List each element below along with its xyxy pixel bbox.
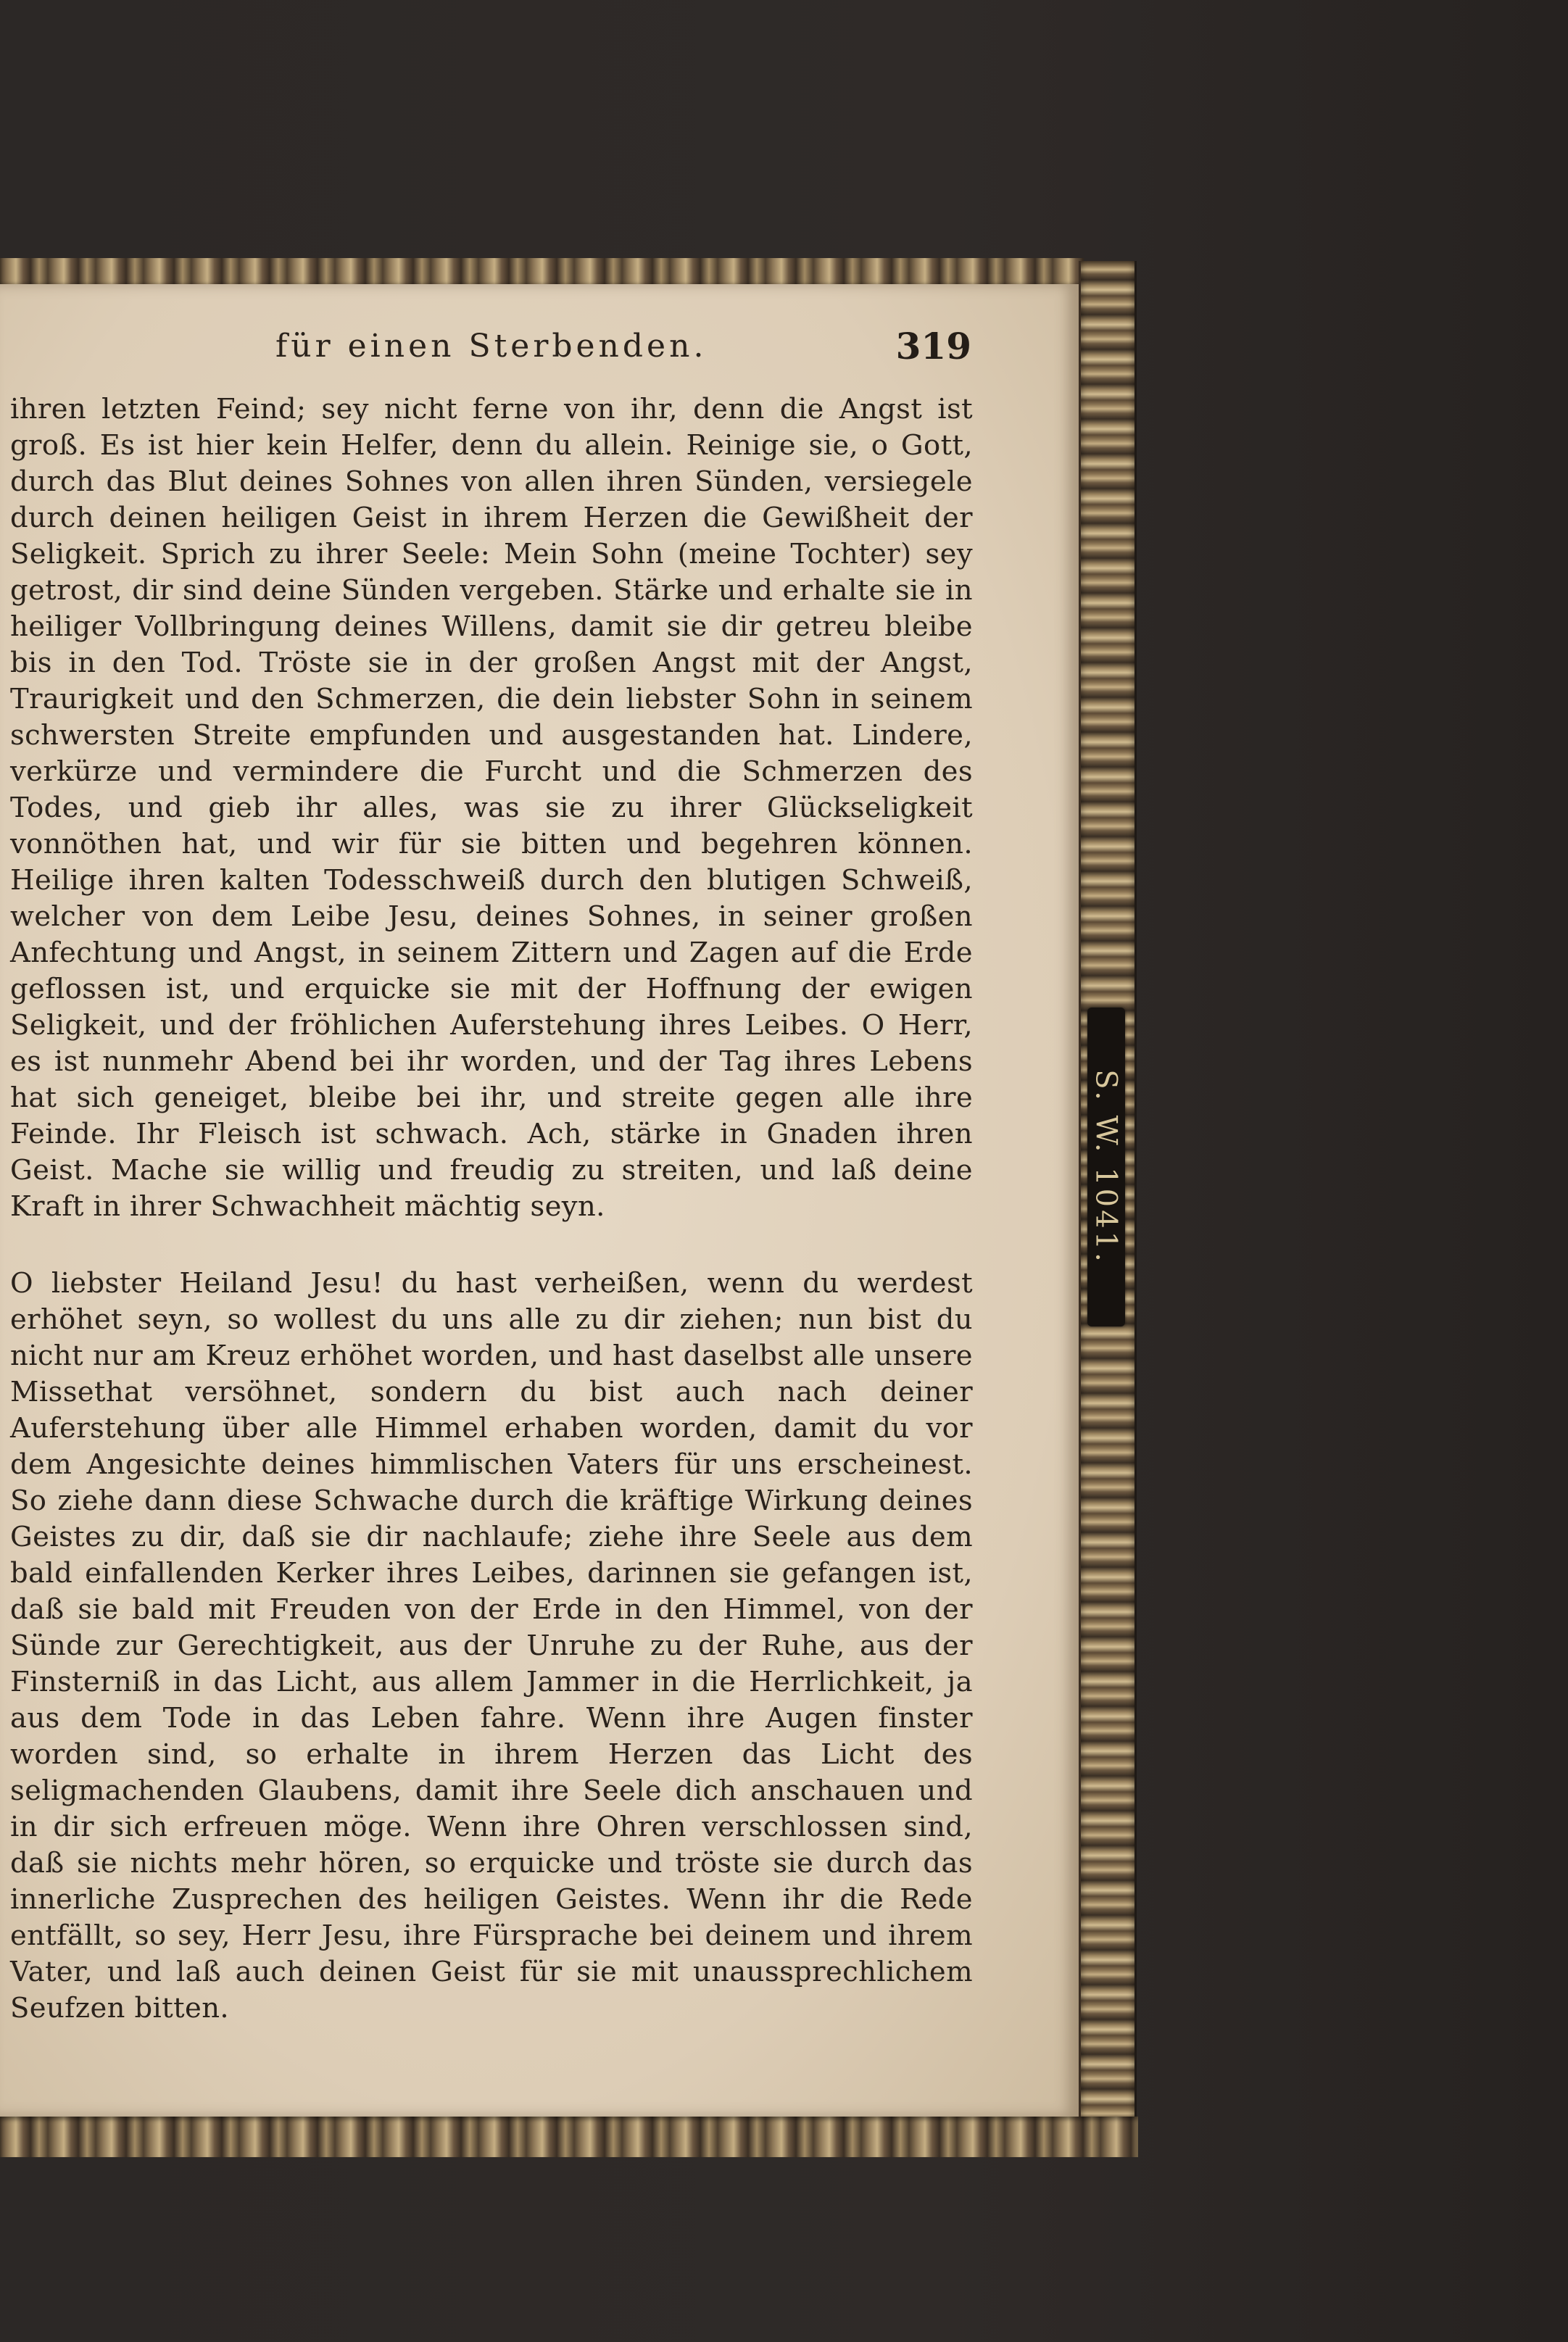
text-block <box>10 391 973 2027</box>
page-edge-top <box>0 258 1084 287</box>
running-head: für einen Sterbenden. <box>275 328 708 365</box>
paragraph-1: ihren letzten Feind; sey nicht ferne von ihr, denn die Angst ist groß. Es ist hier kein Helfer, denn du allein. Reinige sie, o Gott, durch das Blut deines Sohnes von allen ihren Sünden, versiegele durch deinen heiligen Geist in ihrem Herzen die Gewißheit der Seligkeit. Sprich zu ihrer Seele: Mein Sohn (meine Tochter) sey getrost, dir sind deine Sünden vergeben. Stärke und erhalte sie in heiliger Vollbringung deines Willens, damit sie dir getreu bleibe bis in den Tod. Tröste sie in der großen Angst mit der Angst, Traurigkeit und den Schmerzen, die dein liebster Sohn in seinem schwersten Streite empfunden und ausgestanden hat. Lindere, verkürze und vermindere die Furcht und die Schmerzen des Todes, und gieb ihr alles, was sie zu ihrer Glückseligkeit vonnöthen hat, und wir für sie bitten und begehren können. Heilige ihren kalten Todesschweiß durch den blutigen Schweiß, welcher von dem Leibe Jesu, deines Sohnes, in seiner großen Anfechtung und Angst, in seinem Zittern und Zagen auf die Erde geflossen ist, und erquicke sie mit der Hoffnung der ewigen Seligkeit, und der fröhlichen Auferstehung ihres Leibes. O Herr, es ist nunmehr Abend bei ihr worden, und der Tag ihres Lebens hat sich geneiget, bleibe bei ihr, und streite gegen alle ihre Feinde. Ihr Fleisch ist schwach. Ach, stärke in Gnaden ihren Geist. Mache sie willig und freudig zu streiten, und laß deine Kraft in ihrer Schwachheit mächtig seyn. <box>10 393 973 1223</box>
spine-label <box>1087 1008 1125 1326</box>
paragraph-2: O liebster Heiland Jesu! du hast verheißen, wenn du werdest erhöhet seyn, so wollest du uns alle zu dir ziehen; nun bist du nicht nur am Kreuz erhöhet worden, und hast daselbst alle unsere Missethat versöhnet, sondern du bist auch nach deiner Auferstehung über alle Himmel erhaben worden, damit du vor dem Angesichte deines himmlischen Vaters für uns erscheinest. So ziehe dann diese Schwache durch die kräftige Wirkung deines Geistes zu dir, daß sie dir nachlaufe; ziehe ihre Seele aus dem bald einfallenden Kerker ihres Leibes, darinnen sie gefangen ist, daß sie bald mit Freuden von der Erde in den Himmel, von der Sünde zur Gerechtigkeit, aus der Unruhe zu der Ruhe, aus der Finsterniß in das Licht, aus allem Jammer in die Herrlichkeit, ja aus dem Tode in das Leben fahre. Wenn ihre Augen finster worden sind, so erhalte in ihrem Herzen das Licht des seligmachenden Glaubens, damit ihre Seele dich anschauen und in dir sich erfreuen möge. Wenn ihre Ohren verschlossen sind, daß sie nichts mehr hören, so erquicke und tröste sie durch das innerliche Zusprechen des heiligen Geistes. Wenn ihr die Rede entfällt, so sey, Herr Jesu, ihre Fürsprache bei deinem und ihrem Vater, und laß auch deinen Geist für sie mit unaussprechlichem Seufzen bitten. <box>10 1267 973 2025</box>
book-page <box>0 284 1079 2117</box>
page-header <box>0 325 971 371</box>
page-edge-bottom <box>0 2117 1138 2157</box>
page-number: 319 <box>895 325 971 368</box>
spine-label-text: S. W. 1041. <box>1090 1069 1123 1265</box>
